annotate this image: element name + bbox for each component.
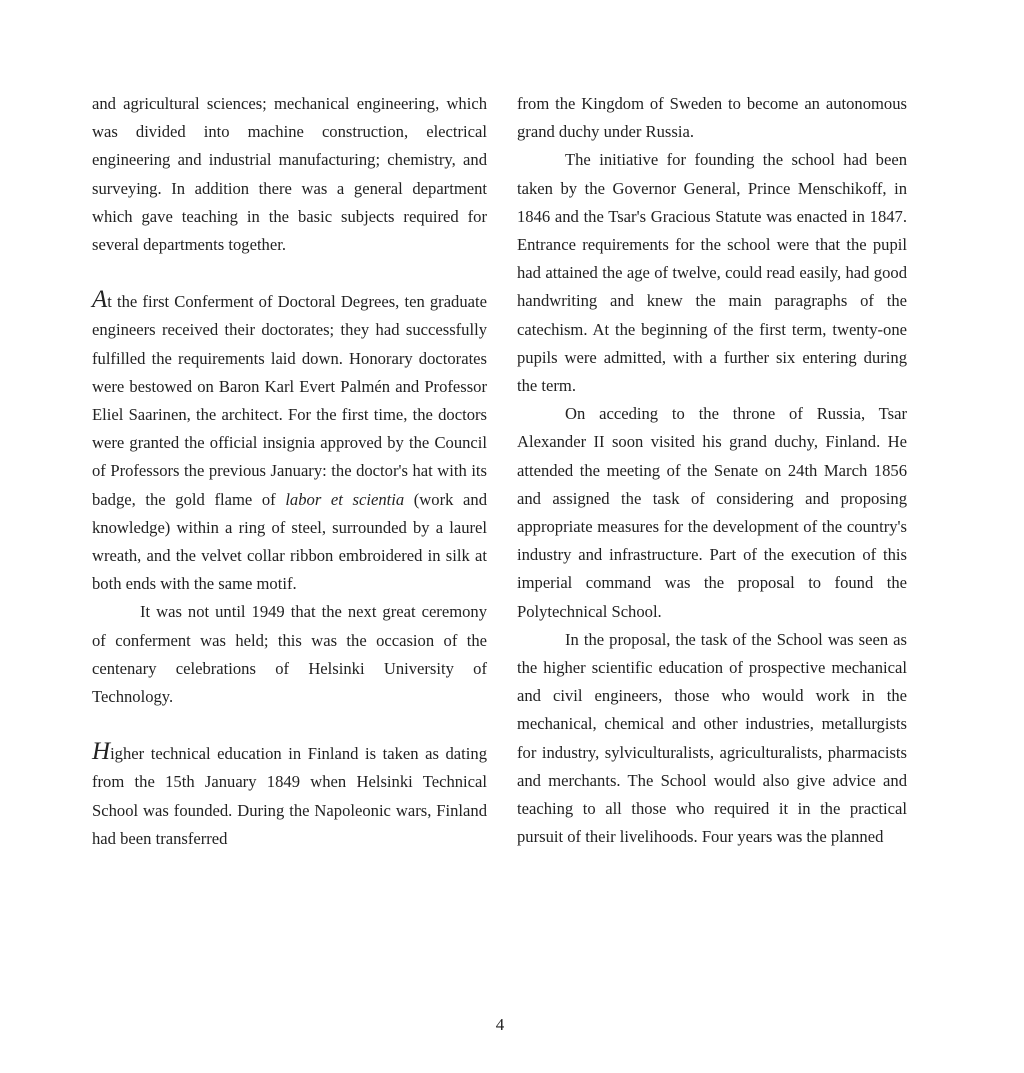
latin-motto: labor et scientia <box>285 489 405 509</box>
drop-cap-initial: H <box>92 738 111 766</box>
paragraph-text: igher technical education in Finland is taken as dating from the 15th January 1849 when Helsinki Technical School was founded. During the Napoleonic wars, Finland had been transferred <box>92 744 487 848</box>
paragraph-tsar-alexander: On acceding to the throne of Russia, Tsar Alexander II soon visited his grand duchy, Finland. He attended the meeting of the Senate on 24th March 1856 and assigned the task of considering and proposing appropriate measures for the development of the country's industry and infrastructure. Part of the execution of this imperial command was the proposal to found the Polytechnical School. <box>517 404 907 621</box>
drop-cap-initial: A <box>92 286 108 314</box>
paragraph-departments: and agricultural sciences; mechanical engineering, which was divided into machine construction, electrical engineering and industrial manufacturing; chemistry, and surveying. In addition there was a general department which gave teaching in the basic subjects required for several departments together. <box>92 94 487 255</box>
paragraph-text: t the first Conferment of Doctoral Degrees, ten graduate engineers received their doctorates; they had successfully fulfilled the requirements laid down. Honorary doctorates were bestowed on Baron Karl Evert Palmén and Professor Eliel Saarinen, the architect. For the first time, the doctors were granted the official insignia approved by the Council of Professors the previous January: the doctor's hat with its badge, the gold flame of <box>92 292 487 509</box>
paragraph-doctoral-conferment <box>92 287 487 598</box>
page-number: 4 <box>495 1015 505 1034</box>
paragraph-sweden-russia: from the Kingdom of Sweden to become an autonomous grand duchy under Russia. <box>517 94 907 142</box>
paragraph-school-task: In the proposal, the task of the School was seen as the higher scientific education of prospective mechanical and civil engineers, those who would work in the mechanical, chemical and other industries, metallurgists for industry, sylviculturalists, agriculturalists, pharmacists and merchants. The School would also give advice and teaching to all those who required it in the practical pursuit of their livelihoods. Four years was the planned <box>517 629 907 847</box>
paragraph-school-initiative: The initiative for founding the school had been taken by the Governor General, Prince Menschikoff, in 1846 and the Tsar's Gracious Statute was enacted in 1847. Entrance requirements for the school were that the pupil had attained the age of twelve, could read easily, had good handwriting and knew the main paragraphs of the catechism. At the beginning of the first term, twenty-one pupils were admitted, with a further six entering during the term. <box>517 150 907 396</box>
paragraph-higher-education <box>92 739 487 853</box>
paragraph-centenary: It was not until 1949 that the next great ceremony of conferment was held; this was the occasion of the centenary celebrations of Helsinki University of Technology. <box>92 602 487 707</box>
left-column <box>92 90 487 853</box>
paragraph-text-continued: (work and knowledge) within a ring of steel, surrounded by a laurel wreath, and the velvet collar ribbon embroidered in silk at both ends with the same motif. <box>92 489 487 594</box>
right-column <box>517 90 907 851</box>
